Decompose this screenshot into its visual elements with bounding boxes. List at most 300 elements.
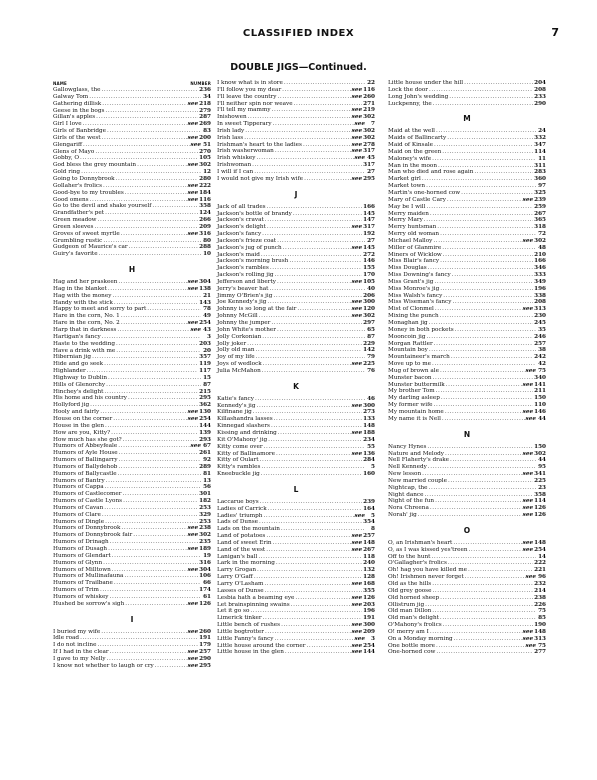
dot-leader [440,231,536,238]
entry-title: Morgan Rattler [388,340,433,347]
entry-title: Lesbia hath a beaming eye [217,594,295,601]
dot-leader [94,224,198,231]
dot-leader [436,643,525,650]
dot-leader [102,135,187,142]
see-reference: see [187,566,199,573]
index-entry [53,580,211,587]
dot-leader [101,629,186,636]
see-reference: see [522,306,534,313]
index-entry [388,464,546,471]
index-entry [217,513,375,520]
entry-title: Highlander [53,368,86,375]
entry-number: 196 [534,285,546,292]
dot-leader [276,560,362,567]
entry-number: 259 [534,203,546,210]
index-entry [53,121,211,128]
section-subtitle: DOUBLE JIGS—Continued. [230,62,367,73]
dot-leader [447,135,533,142]
index-entry [217,211,375,218]
entry-title: Irish lady [217,127,245,134]
index-column-2 [217,80,375,656]
section-letter: N [463,429,471,439]
entry-title: Gathering dillisk [53,100,102,107]
entry-number: 126 [534,505,546,512]
dot-leader [257,403,351,410]
dot-leader [272,107,351,114]
dot-leader [424,217,533,224]
entry-number: 95 [538,464,546,471]
index-entry [388,602,546,609]
entry-number: 304 [199,279,211,286]
index-entry [217,519,375,526]
see-reference: see [354,121,365,128]
dot-leader [266,547,350,554]
entry-title: Gillan's apples [53,114,96,121]
dot-leader [123,437,198,444]
dot-leader [105,210,198,217]
entry-title: Mountaineer's march [388,354,450,361]
section-letter: L [293,484,299,494]
index-entry [217,148,375,155]
dot-leader [90,197,187,204]
entry-number: 219 [363,107,375,114]
entry-number: 150 [534,395,546,402]
entry-number: 49 [203,313,211,320]
entry-title: Humors of Glynn [53,559,103,566]
dot-leader [422,176,533,183]
dot-leader [102,101,186,108]
entry-number: 148 [534,539,546,546]
index-entry [53,471,211,478]
see-reference: see [351,86,363,93]
entry-title: Green meadow [53,217,97,224]
see-reference: see [351,450,363,457]
entry-title: Merry Mary [388,217,423,224]
dot-leader [304,176,351,183]
index-entry [388,190,546,197]
entry-title: Mixing the punch [388,313,439,320]
dot-leader [440,258,533,265]
entry-number: 117 [199,368,211,375]
dot-leader [453,540,521,547]
index-entry [53,114,211,121]
entry-title: Girls of the west [53,134,101,141]
entry-number: 283 [534,169,546,176]
entry-number: 302 [363,313,375,320]
dot-leader [116,348,201,355]
dot-leader [435,498,522,505]
see-reference: see [187,230,199,237]
index-entry [217,327,375,334]
dot-leader [105,108,198,115]
entry-title: Idle road [53,635,80,642]
entry-number: 184 [199,189,211,196]
see-reference: see [351,244,363,251]
see-reference: see [187,525,199,532]
index-entry [53,491,211,498]
see-reference: see [522,628,534,635]
entry-title: My name it is Nell [388,415,441,422]
entry-title: Little house under the hill [388,80,464,86]
index-entry [388,306,546,313]
dot-leader [436,128,536,135]
see-reference: see [351,93,363,100]
entry-title: Hide and go seek [53,361,104,368]
index-entry [53,183,211,190]
see-reference: see [522,196,534,203]
entry-title: Jackson's maid [217,251,260,258]
entry-title: Hag in the blanket [53,285,107,292]
entry-title: Nora Chreena [388,505,429,512]
dot-leader [442,149,533,156]
entry-title: Night of the fun [388,498,435,505]
entry-title: Good omens [53,196,89,203]
entry-title: Miss Douglas [388,265,427,272]
dot-leader [452,272,533,279]
dot-leader [445,409,522,416]
entry-title: Ladies of Carrick [217,505,267,512]
index-entry [217,265,375,272]
entry-number: 355 [363,587,375,594]
dot-leader [434,142,533,149]
index-entry [388,540,546,547]
see-reference: see [525,367,536,374]
dot-leader [448,478,533,485]
entry-title: Mooncoin jig [388,333,426,340]
entry-title: Mountain boy [388,347,428,354]
dot-leader [108,286,187,293]
dot-leader [442,416,525,423]
dot-leader [248,114,351,121]
entry-title: My brother Tom [388,388,435,395]
dot-leader [123,498,198,505]
see-reference: see [522,512,534,519]
index-entry [53,327,211,334]
index-entry [217,615,375,622]
entry-title: In sweet Tipperary [217,121,272,128]
entry-number: 210 [534,251,546,258]
dot-leader [276,451,351,458]
index-entry [217,451,375,458]
see-reference: see [351,402,363,409]
dot-leader [264,581,350,588]
entry-title: Ollistrum jig [388,601,425,608]
entry-title: Land of potatoes [217,533,266,540]
dot-leader [80,635,198,642]
entry-number: 302 [199,162,211,169]
see-reference: see [522,539,534,546]
index-entry [388,547,546,554]
entry-number: 43 [203,327,211,333]
index-entry [53,224,211,231]
dot-leader [110,649,187,656]
see-reference: see [351,299,363,306]
dot-leader [445,451,522,458]
dot-leader [102,334,201,341]
see-reference: see [522,450,534,457]
index-entry [217,121,375,128]
entry-number: 267 [534,210,546,217]
index-entry [53,87,211,94]
index-entry [388,375,546,382]
entry-title: Kitty come over [217,443,263,450]
dot-leader [271,423,362,430]
entry-number: 141 [534,381,546,388]
dot-leader [275,272,363,279]
index-entry [217,464,375,471]
page-title: CLASSIFIED INDEX [242,28,355,39]
entry-number: 222 [534,560,546,567]
entry-title: Jackson's cravat [217,217,264,224]
entry-number: 279 [199,107,211,114]
entry-number: 46 [367,395,375,402]
index-entry [53,231,211,238]
dot-leader [274,416,363,423]
entry-title: Hare in the corn, No. 2 [53,320,120,327]
dot-leader [436,388,533,395]
entry-number: 118 [363,553,375,560]
entry-title: Michael Malloy [388,237,433,244]
entry-title: Money in both pockets [388,326,454,333]
dot-leader [261,464,365,471]
index-entry [388,211,546,218]
dot-leader [434,279,533,286]
see-reference: see [351,539,363,546]
index-entry [53,642,211,649]
index-entry [388,231,546,238]
see-reference: see [187,532,199,539]
dot-leader [252,162,362,169]
dot-leader [433,238,521,245]
dot-leader [118,279,186,286]
index-entry [388,135,546,142]
entry-title: Little house in the glen [217,649,284,656]
entry-title: Hibernian jig [53,354,92,361]
dot-leader [97,642,198,649]
index-entry [53,210,211,217]
index-entry [388,608,546,615]
see-reference: see [187,662,199,669]
entry-title: Kennedy's jig [217,402,256,409]
index-entry [388,286,546,293]
entry-number: 21 [203,292,211,299]
entry-number: 110 [534,402,546,409]
dot-leader [464,80,533,87]
entry-title: Kinnegad slashers [217,423,270,430]
entry-title: O'Mahony's frolics [388,622,442,629]
entry-number: 38 [538,347,546,354]
index-entry [388,279,546,286]
entry-number: 203 [199,340,211,347]
index-entry [53,437,211,444]
index-entry [217,471,375,478]
entry-number: 65 [367,326,375,333]
entry-number: 96 [538,574,546,581]
entry-title: Old grey goose [388,587,432,594]
dot-leader [92,354,198,361]
see-reference: see [187,546,199,552]
dot-leader [273,293,362,300]
entry-title: My darling asleep [388,395,440,402]
entry-title: Jackson's delight [217,224,266,231]
index-entry [53,629,211,636]
dot-leader [105,423,198,430]
index-entry [53,162,211,169]
index-entry [217,595,375,602]
index-entry [53,532,211,539]
dot-leader [100,587,198,594]
entry-title: Glens of Mayo [53,148,95,155]
entry-title: Lock the door [388,86,428,93]
entry-number: 260 [199,628,211,635]
dot-leader [118,443,189,450]
dot-leader [303,142,351,149]
entry-title: Killashandra lasses [217,416,273,423]
entry-number: 338 [534,292,546,299]
index-entry [217,341,375,348]
entry-number: 148 [363,539,375,546]
index-entry [53,478,211,485]
entry-number: 257 [534,340,546,347]
entry-number: 253 [199,504,211,511]
dot-leader [101,87,198,94]
entry-title: Miller of Glanmire [388,244,442,251]
index-entry [217,320,375,327]
entry-title: Gollaher's frolics [53,182,103,189]
entry-title: I buried my wife [53,628,101,635]
entry-number: 3 [371,635,375,642]
entry-title: Humors of Mullinafauna [53,573,124,580]
entry-title: Hills of Glenorchy [53,381,106,388]
entry-number: 317 [363,162,375,169]
dot-leader [111,430,198,437]
see-reference: see [187,655,199,662]
entry-number: 55 [367,443,375,450]
index-entry [388,245,546,252]
index-entry [217,347,375,354]
index-entry [388,101,546,108]
entry-title: Land of sweet Erin [217,539,272,546]
dot-leader [116,176,199,183]
entry-title: Hooly and fairly [53,409,100,416]
dot-leader [434,341,533,348]
index-entry [388,567,546,574]
index-entry [388,649,546,656]
dot-leader [265,217,362,224]
dot-leader [455,327,536,334]
entry-title: Girl I love [53,121,82,128]
entry-title: Irish lass [217,134,244,141]
dot-leader [440,286,533,293]
index-entry [53,128,211,135]
dot-leader [264,444,365,451]
index-entry [388,293,546,300]
dot-leader [259,519,362,526]
entry-title: Green sleeves [53,223,94,230]
dot-leader [108,375,201,382]
index-entry [53,142,211,149]
entry-title: Miss Downing's fancy [388,272,451,279]
entry-number: 3 [207,333,211,340]
index-entry [217,430,375,437]
index-entry [388,388,546,395]
entry-number: 120 [363,306,375,313]
index-entry [53,498,211,505]
entry-title: Laccarue boys [217,498,259,505]
dot-leader [426,183,536,190]
dot-leader [431,554,536,561]
index-entry [388,416,546,423]
entry-number: 75 [538,608,546,615]
entry-title: Lanigan's ball [217,553,258,560]
dot-leader [104,389,198,396]
column-header-name: NAME [53,81,67,86]
entry-number: 145 [363,244,375,251]
index-entry [217,423,375,430]
dot-leader [440,313,533,320]
entry-number: 145 [363,210,375,217]
entry-title: Kit O'Mahony' jig [217,436,268,443]
index-entry [388,258,546,265]
index-entry [53,416,211,423]
dot-leader [430,629,522,636]
index-entry [53,450,211,457]
entry-number: 357 [199,354,211,361]
index-entry [53,553,211,560]
dot-leader [294,101,363,108]
entry-title: Humors of Dusagh [53,546,108,552]
entry-title: Lads of Dunse [217,519,259,526]
dot-leader [257,567,362,574]
index-entry [53,649,211,656]
entry-title: Munster bacon [388,374,432,381]
dot-leader [106,382,201,389]
dot-leader [253,409,362,416]
entry-title: O, as I was kissed yes'treen [388,546,468,553]
entry-number: 302 [363,127,375,134]
entry-title: Jackson's rolling jig [217,272,274,279]
entry-number: 358 [534,491,546,498]
entry-title: Nell Kennedy [388,464,427,471]
index-entry [53,293,211,300]
index-entry [217,258,375,265]
index-entry [388,361,546,368]
dot-leader [259,313,351,320]
entry-number: 254 [199,415,211,422]
page-header [0,28,597,42]
entry-title: Lasses of Dunse [217,587,264,594]
dot-leader [103,183,187,190]
entry-number: 144 [199,422,211,429]
index-entry [217,409,375,416]
entry-number: 5 [371,512,375,519]
entry-number: 130 [199,409,211,416]
entry-number: 81 [203,470,211,477]
index-entry [217,354,375,361]
entry-number: 13 [203,477,211,484]
entry-title: Let it go so [217,608,250,615]
dot-leader [107,656,187,663]
dot-leader [122,491,198,498]
see-reference: see [187,285,199,292]
entry-title: Humors of Trim [53,587,99,594]
entry-number: 143 [199,299,211,306]
entry-title: Maid of Kinsale [388,142,434,149]
dot-leader [275,148,351,155]
entry-number: 297 [363,320,375,326]
dot-leader [118,464,198,471]
index-entry [217,547,375,554]
